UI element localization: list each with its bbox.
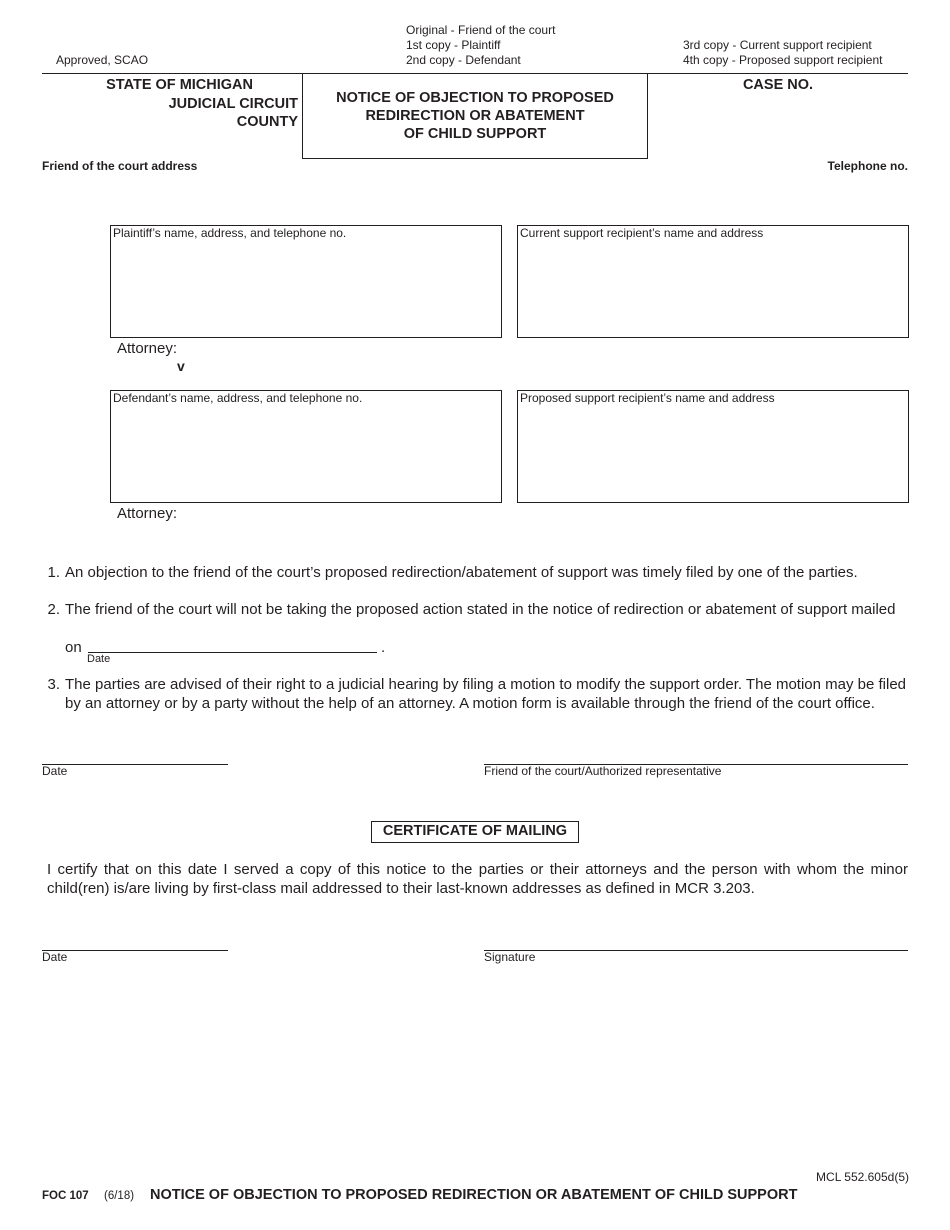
cert-signature-field[interactable]: [484, 950, 908, 951]
defendant-label: Defendant’s name, address, and telephone no.: [113, 391, 363, 405]
certificate-text: I certify that on this date I served a copy of this notice to the parties or their attorneys and the person with whom the minor child(ren) is/are living by first-class mail addressed to their last-known addresses as defined in MCR 3.203.: [47, 861, 908, 897]
form-title-line1: NOTICE OF OBJECTION TO PROPOSED: [336, 90, 614, 106]
court-county: COUNTY: [236, 114, 298, 130]
copy-original: Original - Friend of the court: [406, 23, 556, 37]
court-circuit: JUDICIAL CIRCUIT: [168, 96, 298, 112]
copy-first: 1st copy - Plaintiff: [406, 38, 501, 52]
proposed-recipient-label: Proposed support recipient’s name and address: [520, 391, 775, 405]
foc-address-field[interactable]: [42, 176, 908, 216]
mcl-citation: MCL 552.605d(5): [816, 1170, 909, 1184]
item2-text: The friend of the court will not be taking the proposed action stated in the notice of redirection or abatement of support mailed: [65, 601, 896, 618]
form-revision: (6/18): [104, 1190, 135, 1202]
caption-top-rule: [42, 73, 908, 74]
approved-scao: Approved, SCAO: [56, 53, 149, 67]
item1-number: 1.: [47, 564, 60, 581]
foc-rep-label: Friend of the court/Authorized representative: [484, 764, 722, 778]
cert-signature-label: Signature: [484, 950, 536, 964]
plaintiff-label: Plaintiff’s name, address, and telephone no.: [113, 226, 347, 240]
cert-date-label: Date: [42, 950, 68, 964]
item2-date-label: Date: [87, 653, 111, 665]
item2-period: .: [381, 639, 386, 656]
certificate-heading: CERTIFICATE OF MAILING: [371, 821, 579, 843]
form-title-line3: OF CHILD SUPPORT: [403, 126, 547, 142]
current-recipient-box[interactable]: [517, 225, 909, 338]
case-no-label: CASE NO.: [742, 77, 814, 93]
footer-title: NOTICE OF OBJECTION TO PROPOSED REDIRECTION OR ABATEMENT OF CHILD SUPPORT: [150, 1187, 798, 1203]
form-title-line2: REDIRECTION OR ABATEMENT: [365, 108, 585, 124]
court-state: STATE OF MICHIGAN: [106, 77, 253, 93]
plaintiff-attorney-label: Attorney:: [117, 340, 178, 357]
copy-third: 3rd copy - Current support recipient: [683, 38, 872, 52]
sig1-date-label: Date: [42, 764, 68, 778]
copy-second: 2nd copy - Defendant: [406, 53, 521, 67]
case-no-field[interactable]: [652, 96, 904, 154]
copy-fourth: 4th copy - Proposed support recipient: [683, 53, 883, 67]
form-number: FOC 107: [42, 1190, 89, 1202]
item2-number: 2.: [47, 601, 60, 618]
plaintiff-box[interactable]: [110, 225, 502, 338]
item1-text: An objection to the friend of the court’s proposed redirection/abatement of support was timely filed by one of the parties.: [65, 564, 858, 581]
cert-date-field[interactable]: [42, 950, 228, 951]
current-recipient-label: Current support recipient’s name and address: [520, 226, 764, 240]
sig1-date-field[interactable]: [42, 764, 228, 765]
defendant-attorney-label: Attorney:: [117, 505, 178, 522]
defendant-box[interactable]: [110, 390, 502, 503]
foc-address-label: Friend of the court address: [42, 159, 198, 173]
telephone-label: Telephone no.: [827, 159, 908, 173]
item2-date-field[interactable]: [88, 652, 377, 653]
item3-text: The parties are advised of their right to a judicial hearing by filing a motion to modify the support order. The motion may be filed by an attorney or by a party without the help of an attorney. A motion form is available through the friend of the court office.: [65, 676, 907, 712]
item3-number: 3.: [47, 676, 60, 693]
versus-label: v: [177, 358, 185, 374]
caption-title-bottom-rule: [302, 158, 648, 159]
item2-on: on: [65, 639, 82, 656]
proposed-recipient-box[interactable]: [517, 390, 909, 503]
